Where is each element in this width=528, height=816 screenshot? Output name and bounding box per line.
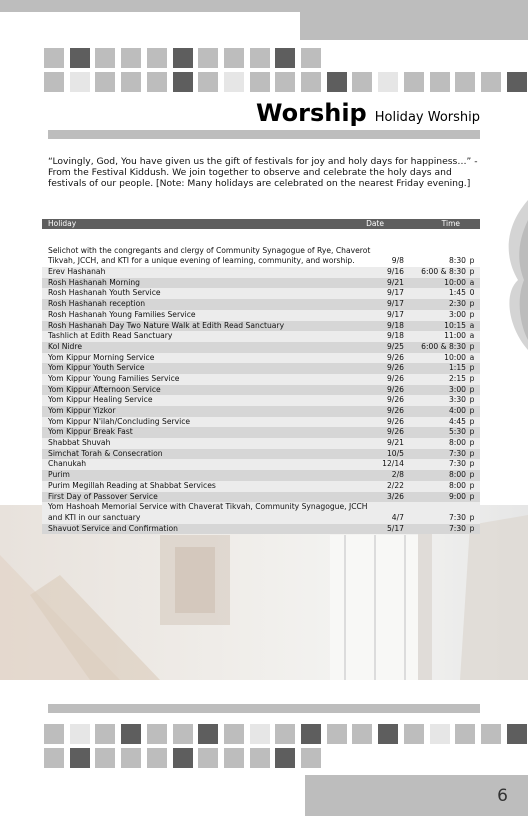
table-row xyxy=(42,331,480,342)
table-row xyxy=(42,342,480,353)
decorative-square xyxy=(275,724,295,744)
date-cell: 9/26 xyxy=(386,395,404,405)
decorative-square xyxy=(121,48,141,68)
holiday-cell: Yom Kippur N'ilah/Concluding Service xyxy=(48,416,191,426)
decorative-square xyxy=(224,48,244,68)
decorative-square xyxy=(70,748,90,768)
table-row xyxy=(42,267,480,278)
table-row xyxy=(42,406,480,417)
holiday-cell: Rosh Hashanah Morning xyxy=(48,277,140,287)
am-pm-cell: p xyxy=(469,256,475,266)
holiday-cell: Yom Kippur Youth Service xyxy=(48,363,145,373)
am-pm-cell: p xyxy=(469,448,475,458)
decorative-square xyxy=(224,724,244,744)
decorative-square xyxy=(430,724,450,744)
time-cell: 3:00 xyxy=(448,384,466,394)
date-cell: 9/17 xyxy=(386,288,404,298)
decorative-square xyxy=(455,72,475,92)
am-pm-cell: p xyxy=(469,363,475,373)
time-cell: 7:30 xyxy=(448,459,466,469)
decorative-square xyxy=(507,72,527,92)
holiday-cell: Rosh Hashanah Day Two Nature Walk at Edith Read Sanctuary xyxy=(48,320,285,330)
decorative-square xyxy=(250,48,270,68)
page-subtitle: Holiday Worship xyxy=(374,110,480,125)
decorative-square xyxy=(173,724,193,744)
decorative-square xyxy=(275,48,295,68)
table-row xyxy=(42,395,480,406)
am-pm-cell: p xyxy=(469,523,475,533)
decorative-square xyxy=(44,48,64,68)
decorative-square xyxy=(147,72,167,92)
holiday-cell: Chanukah xyxy=(48,459,87,469)
decorative-square xyxy=(95,748,115,768)
decorative-square xyxy=(121,748,141,768)
decorative-square xyxy=(95,72,115,92)
holiday-cell: Rosh Hashanah Youth Service xyxy=(48,288,161,298)
date-cell: 9/21 xyxy=(386,438,404,448)
decorative-square xyxy=(301,724,321,744)
holiday-cell: Purim Megillah Reading at Shabbat Services xyxy=(48,480,216,490)
am-pm-cell: p xyxy=(469,491,475,501)
decorative-square xyxy=(173,72,193,92)
holiday-cell: Yom Kippur Break Fast xyxy=(48,427,133,437)
header-time: Time xyxy=(441,219,460,228)
decorative-square xyxy=(70,48,90,68)
am-pm-cell: p xyxy=(469,406,475,416)
decorative-square xyxy=(352,724,372,744)
holiday-cell: Yom Kippur Yizkor xyxy=(48,406,116,416)
am-pm-cell: a xyxy=(469,320,475,330)
time-cell: 10:15 xyxy=(444,320,466,330)
holiday-cell: Yom Kippur Healing Service xyxy=(48,395,153,405)
holiday-cell: Yom Kippur Afternoon Service xyxy=(48,384,161,394)
am-pm-cell: p xyxy=(469,267,475,277)
time-cell: 8:30 xyxy=(448,256,466,266)
decorative-square xyxy=(301,72,321,92)
decorative-square xyxy=(198,48,218,68)
holiday-cell: Rosh Hashanah reception xyxy=(48,299,146,309)
decorative-square xyxy=(173,748,193,768)
decorative-square xyxy=(44,724,64,744)
decorative-square xyxy=(44,748,64,768)
time-cell: 1:45 xyxy=(448,288,466,298)
decorative-square xyxy=(198,72,218,92)
time-cell: 8:00 xyxy=(448,480,466,490)
time-cell: 11:00 xyxy=(444,331,466,341)
table-row xyxy=(42,470,480,481)
holiday-cell: Yom Kippur Young Families Service xyxy=(48,373,180,383)
decorative-square xyxy=(430,72,450,92)
decorative-square xyxy=(198,724,218,744)
decorative-square xyxy=(481,72,501,92)
am-pm-cell: p xyxy=(469,299,475,309)
decorative-square xyxy=(378,72,398,92)
time-cell: 6:00 & 8:30 xyxy=(421,341,466,351)
am-pm-cell: p xyxy=(469,438,475,448)
decorative-square xyxy=(327,724,347,744)
table-row xyxy=(42,502,480,523)
decorative-square xyxy=(327,72,347,92)
table-row xyxy=(42,459,480,470)
am-pm-cell: p xyxy=(469,373,475,383)
date-cell: 2/8 xyxy=(391,470,404,480)
am-pm-cell: a xyxy=(469,352,475,362)
table-row xyxy=(42,385,480,396)
am-pm-cell: p xyxy=(469,512,475,522)
table-row xyxy=(42,278,480,289)
bottom-band-right xyxy=(305,775,528,816)
title-rule xyxy=(48,130,480,139)
am-pm-cell: 0 xyxy=(469,288,475,298)
date-cell: 9/21 xyxy=(386,277,404,287)
table-row xyxy=(42,417,480,428)
intro-paragraph: “Lovingly, God, You have given us the gift of festivals for joy and holy days for happiness…” - From the Festival Kiddush. We join together to observe and celebrate the holy days and festivals of our people. [Note: Many holidays are celebrated on the nearest Friday evening.] xyxy=(48,156,478,190)
decorative-square xyxy=(250,724,270,744)
decorative-square xyxy=(301,48,321,68)
decorative-square xyxy=(404,724,424,744)
decorative-square xyxy=(250,748,270,768)
holiday-schedule-table xyxy=(42,219,480,534)
time-cell: 2:15 xyxy=(448,373,466,383)
decorative-square xyxy=(95,724,115,744)
decorative-square xyxy=(147,748,167,768)
holiday-cell: Yom Kippur Morning Service xyxy=(48,352,155,362)
date-cell: 9/26 xyxy=(386,363,404,373)
time-cell: 9:00 xyxy=(448,491,466,501)
decorative-square xyxy=(121,72,141,92)
decorative-square xyxy=(70,72,90,92)
time-cell: 4:00 xyxy=(448,406,466,416)
bottom-rule xyxy=(48,704,480,713)
date-cell: 9/18 xyxy=(386,331,404,341)
date-cell: 12/14 xyxy=(382,459,404,469)
time-cell: 10:00 xyxy=(444,352,466,362)
decorative-square xyxy=(121,724,141,744)
table-row xyxy=(42,321,480,332)
decorative-square xyxy=(44,72,64,92)
table-row xyxy=(42,288,480,299)
decorative-square xyxy=(250,72,270,92)
holiday-cell: First Day of Passover Service xyxy=(48,491,158,501)
holiday-cell: Shabbat Shuvah xyxy=(48,438,111,448)
decorative-square xyxy=(70,724,90,744)
decorative-square xyxy=(455,724,475,744)
decorative-square xyxy=(198,748,218,768)
date-cell: 9/26 xyxy=(386,373,404,383)
am-pm-cell: a xyxy=(469,331,475,341)
time-cell: 5:30 xyxy=(448,427,466,437)
decorative-square xyxy=(275,72,295,92)
header-holiday: Holiday xyxy=(48,219,77,228)
decorative-square xyxy=(147,724,167,744)
date-cell: 9/18 xyxy=(386,320,404,330)
decorative-square xyxy=(378,724,398,744)
holiday-cell: Rosh Hashanah Young Families Service xyxy=(48,309,196,319)
date-cell: 9/26 xyxy=(386,352,404,362)
time-cell: 2:30 xyxy=(448,299,466,309)
am-pm-cell: p xyxy=(469,416,475,426)
decorative-square xyxy=(224,72,244,92)
date-cell: 9/17 xyxy=(386,309,404,319)
flame-graphic xyxy=(492,200,528,350)
time-cell: 6:00 & 8:30 xyxy=(421,267,466,277)
am-pm-cell: a xyxy=(469,277,475,287)
date-cell: 9/26 xyxy=(386,427,404,437)
am-pm-cell: p xyxy=(469,384,475,394)
table-header xyxy=(42,219,480,229)
holiday-cell: Simchat Torah & Consecration xyxy=(48,448,163,458)
holiday-cell: Selichot with the congregants and clergy of Community Synagogue of Rye, Chaverot Tikvah, JCCH, and KTI for a unique evening of learning, community, and worship. xyxy=(48,245,371,266)
date-cell: 4/7 xyxy=(391,512,404,522)
holiday-cell: Shavuot Service and Confirmation xyxy=(48,523,178,533)
date-cell: 3/26 xyxy=(386,491,404,501)
decorative-square xyxy=(275,748,295,768)
decorative-square xyxy=(147,48,167,68)
time-cell: 8:00 xyxy=(448,470,466,480)
date-cell: 5/17 xyxy=(386,523,404,533)
date-cell: 10/5 xyxy=(386,448,404,458)
table-row xyxy=(42,449,480,460)
top-band xyxy=(0,0,528,12)
date-cell: 2/22 xyxy=(386,480,404,490)
time-cell: 7:30 xyxy=(448,512,466,522)
am-pm-cell: p xyxy=(469,470,475,480)
holiday-cell: Purim xyxy=(48,470,70,480)
decorative-square xyxy=(224,748,244,768)
date-cell: 9/16 xyxy=(386,267,404,277)
decorative-square xyxy=(95,48,115,68)
header-date: Date xyxy=(366,219,384,228)
time-cell: 1:15 xyxy=(448,363,466,373)
table-row xyxy=(42,310,480,321)
am-pm-cell: p xyxy=(469,427,475,437)
time-cell: 7:30 xyxy=(448,448,466,458)
decorative-square xyxy=(301,748,321,768)
table-row xyxy=(42,427,480,438)
date-cell: 9/17 xyxy=(386,299,404,309)
holiday-cell: Tashlich at Edith Read Sanctuary xyxy=(48,331,173,341)
decorative-square xyxy=(352,72,372,92)
am-pm-cell: p xyxy=(469,341,475,351)
holiday-cell: Kol Nidre xyxy=(48,341,83,351)
table-row xyxy=(42,481,480,492)
table-row xyxy=(42,492,480,503)
am-pm-cell: p xyxy=(469,395,475,405)
decorative-square xyxy=(404,72,424,92)
date-cell: 9/25 xyxy=(386,341,404,351)
time-cell: 8:00 xyxy=(448,438,466,448)
date-cell: 9/26 xyxy=(386,384,404,394)
table-row xyxy=(42,353,480,364)
date-cell: 9/26 xyxy=(386,406,404,416)
table-row xyxy=(42,438,480,449)
time-cell: 7:30 xyxy=(448,523,466,533)
time-cell: 10:00 xyxy=(444,277,466,287)
decorative-square xyxy=(173,48,193,68)
time-cell: 3:30 xyxy=(448,395,466,405)
date-cell: 9/26 xyxy=(386,416,404,426)
top-band-right xyxy=(300,12,528,40)
am-pm-cell: p xyxy=(469,309,475,319)
table-row xyxy=(42,524,480,535)
am-pm-cell: p xyxy=(469,459,475,469)
decorative-square xyxy=(481,724,501,744)
table-body xyxy=(42,229,480,534)
time-cell: 3:00 xyxy=(448,309,466,319)
holiday-cell: Yom Hashoah Memorial Service with Chaverat Tikvah, Community Synagogue, JCCH and KTI in our sanctuary xyxy=(48,502,368,522)
page-title: Worship xyxy=(256,99,367,127)
table-row xyxy=(42,363,480,374)
table-row xyxy=(42,299,480,310)
time-cell: 4:45 xyxy=(448,416,466,426)
page-number: 6 xyxy=(497,786,508,806)
decorative-square xyxy=(507,724,527,744)
page-heading xyxy=(256,99,480,127)
am-pm-cell: p xyxy=(469,480,475,490)
date-cell: 9/8 xyxy=(391,256,404,266)
table-row xyxy=(42,374,480,385)
table-row xyxy=(42,229,480,267)
holiday-cell: Erev Hashanah xyxy=(48,267,106,277)
